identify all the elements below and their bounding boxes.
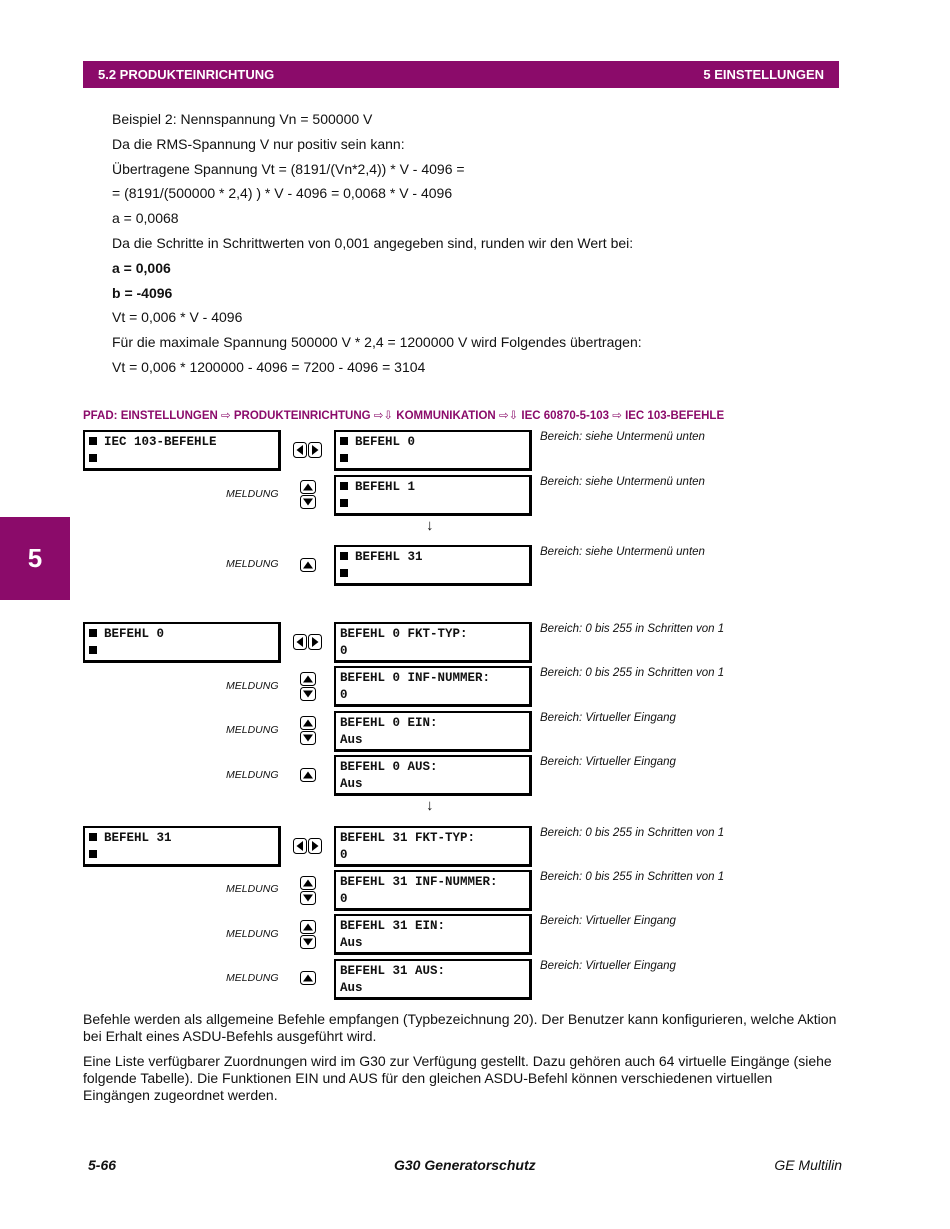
meldung-label: MELDUNG — [226, 488, 279, 500]
lcd-value: Aus — [340, 981, 363, 995]
menu-path — [83, 408, 724, 422]
meldung-label: MELDUNG — [226, 883, 279, 895]
lcd-label: IEC 103-BEFEHLE — [104, 435, 217, 449]
lcd-label: BEFEHL 0 — [355, 435, 416, 449]
lcd-label: BEFEHL 31 — [355, 550, 423, 564]
lcd-label: BEFEHL 31 — [104, 831, 172, 845]
range-note: Bereich: 0 bis 255 in Schritten von 1 — [540, 623, 725, 635]
cursor-square-icon — [340, 454, 348, 462]
arrow-right-down-icon: ⇨⇩ — [498, 410, 519, 422]
example-line: a = 0,0068 — [112, 210, 179, 227]
lcd-label: BEFEHL 0 AUS: — [340, 760, 438, 774]
example-block — [112, 107, 642, 380]
left-right-keys-icon — [293, 634, 323, 650]
range-note: Bereich: Virtueller Eingang — [540, 960, 676, 972]
example-line: Da die RMS-Spannung V nur positiv sein kann: — [112, 135, 405, 152]
chapter-title: 5 EINSTELLUNGEN — [703, 67, 824, 82]
lcd-befehl-31-parent[interactable] — [83, 826, 281, 867]
section-title: 5.2 PRODUKTEINRICHTUNG — [98, 67, 275, 82]
lcd-value: Aus — [340, 733, 363, 747]
body-paragraph: Befehle werden als allgemeine Befehle empfangen (Typbezeichnung 20). Der Benutzer kann konfigurieren, welche Aktion bei Erhalt eines ASDU-Befehls ausgeführt wird. — [83, 1011, 837, 1044]
path-item: PRODUKTEINRICHTUNG — [233, 410, 371, 422]
meldung-label: MELDUNG — [226, 769, 279, 781]
meldung-label: MELDUNG — [226, 972, 279, 984]
arrow-right-down-icon: ⇨⇩ — [373, 410, 394, 422]
up-down-keys-icon — [299, 876, 317, 905]
up-down-keys-icon — [299, 920, 317, 949]
example-line: Vt = 0,006 * V - 4096 — [112, 309, 243, 326]
left-right-keys-icon — [293, 838, 323, 854]
range-note: Bereich: siehe Untermenü unten — [540, 476, 705, 488]
lcd-iec103-befehle[interactable] — [83, 430, 281, 471]
example-line: Vt = 0,006 * 1200000 - 4096 = 7200 - 4096 = 3104 — [112, 358, 426, 375]
down-arrow-icon: ↓ — [426, 517, 434, 534]
meldung-label: MELDUNG — [226, 928, 279, 940]
cursor-square-icon — [340, 499, 348, 507]
cursor-square-icon — [89, 437, 97, 445]
lcd-value: 0 — [340, 892, 348, 906]
example-line: Für die maximale Spannung 500000 V * 2,4 = 1200000 V wird Folgendes übertragen: — [112, 334, 642, 351]
chapter-tab: 5 — [0, 517, 70, 600]
cursor-square-icon — [89, 454, 97, 462]
lcd-label: BEFEHL 31 EIN: — [340, 919, 446, 933]
lcd-befehl-31-inf-nummer[interactable] — [334, 870, 532, 911]
left-right-keys-icon — [293, 442, 323, 458]
range-note: Bereich: 0 bis 255 in Schritten von 1 — [540, 871, 725, 883]
path-prefix: PFAD: EINSTELLUNGEN — [83, 410, 218, 422]
example-line: a = 0,006 — [112, 259, 171, 276]
company-name: GE Multilin — [774, 1157, 842, 1173]
lcd-label: BEFEHL 0 EIN: — [340, 716, 438, 730]
cursor-square-icon — [340, 482, 348, 490]
up-down-keys-icon — [299, 672, 317, 701]
lcd-value: 0 — [340, 688, 348, 702]
lcd-label: BEFEHL 1 — [355, 480, 416, 494]
body-paragraph: Eine Liste verfügbarer Zuordnungen wird im G30 zur Verfügung gestellt. Dazu gehören auch 64 virtuelle Eingänge (siehe folgende Tabelle). Die Funktionen EIN und AUS für den gleichen ASDU-Befehl können verschiedenen virtuellen Eingängen zugeordnet werden. — [83, 1053, 832, 1103]
cursor-square-icon — [89, 850, 97, 858]
lcd-befehl-0[interactable] — [334, 430, 532, 471]
lcd-label: BEFEHL 31 FKT-TYP: — [340, 831, 476, 845]
lcd-value: 0 — [340, 644, 348, 658]
page-number: 5-66 — [88, 1157, 117, 1173]
lcd-label: BEFEHL 0 FKT-TYP: — [340, 627, 468, 641]
arrow-right-icon: ⇨ — [612, 410, 622, 422]
meldung-label: MELDUNG — [226, 680, 279, 692]
section-header-bar — [83, 61, 839, 88]
document-title: G30 Generatorschutz — [394, 1157, 536, 1173]
lcd-befehl-0-fkt-typ[interactable] — [334, 622, 532, 663]
example-line: = (8191/(500000 * 2,4) ) * V - 4096 = 0,0068 * V - 4096 — [112, 185, 453, 202]
path-item: IEC 103-BEFEHLE — [625, 410, 725, 422]
cursor-square-icon — [89, 629, 97, 637]
range-note: Bereich: 0 bis 255 in Schritten von 1 — [540, 667, 725, 679]
up-down-keys-icon — [299, 716, 317, 745]
lcd-befehl-1[interactable] — [334, 475, 532, 516]
lcd-befehl-31-aus[interactable] — [334, 959, 532, 1000]
lcd-value: Aus — [340, 777, 363, 791]
cursor-square-icon — [340, 552, 348, 560]
range-note: Bereich: Virtueller Eingang — [540, 712, 676, 724]
range-note: Bereich: siehe Untermenü unten — [540, 546, 705, 558]
example-line: Da die Schritte in Schrittwerten von 0,001 angegeben sind, runden wir den Wert bei: — [112, 234, 634, 251]
lcd-label: BEFEHL 31 AUS: — [340, 964, 446, 978]
lcd-label: BEFEHL 31 INF-NUMMER: — [340, 875, 498, 889]
up-key-icon — [299, 768, 317, 782]
lcd-label: BEFEHL 0 — [104, 627, 165, 641]
down-arrow-icon: ↓ — [426, 797, 434, 814]
path-item: KOMMUNIKATION — [396, 410, 496, 422]
meldung-label: MELDUNG — [226, 724, 279, 736]
cursor-square-icon — [89, 833, 97, 841]
range-note: Bereich: Virtueller Eingang — [540, 756, 676, 768]
lcd-befehl-0-aus[interactable] — [334, 755, 532, 796]
lcd-befehl-0-ein[interactable] — [334, 711, 532, 752]
cursor-square-icon — [89, 646, 97, 654]
lcd-befehl-31-ein[interactable] — [334, 914, 532, 955]
example-line: Beispiel 2: Nennspannung Vn = 500000 V — [112, 111, 373, 127]
lcd-befehl-0-inf-nummer[interactable] — [334, 666, 532, 707]
range-note: Bereich: Virtueller Eingang — [540, 915, 676, 927]
range-note: Bereich: siehe Untermenü unten — [540, 431, 705, 443]
lcd-value: 0 — [340, 848, 348, 862]
up-key-icon — [299, 558, 317, 572]
path-item: IEC 60870-5-103 — [521, 410, 610, 422]
up-down-keys-icon — [299, 480, 317, 509]
lcd-label: BEFEHL 0 INF-NUMMER: — [340, 671, 491, 685]
lcd-befehl-31[interactable] — [334, 545, 532, 586]
cursor-square-icon — [340, 569, 348, 577]
lcd-befehl-31-fkt-typ[interactable] — [334, 826, 532, 867]
lcd-value: Aus — [340, 936, 363, 950]
arrow-right-icon: ⇨ — [221, 410, 231, 422]
range-note: Bereich: 0 bis 255 in Schritten von 1 — [540, 827, 725, 839]
example-line: Übertragene Spannung Vt = (8191/(Vn*2,4)) * V - 4096 = — [112, 160, 465, 177]
cursor-square-icon — [340, 437, 348, 445]
example-line: b = -4096 — [112, 284, 173, 301]
meldung-label: MELDUNG — [226, 558, 279, 570]
lcd-befehl-0-parent[interactable] — [83, 622, 281, 663]
up-key-icon — [299, 971, 317, 985]
